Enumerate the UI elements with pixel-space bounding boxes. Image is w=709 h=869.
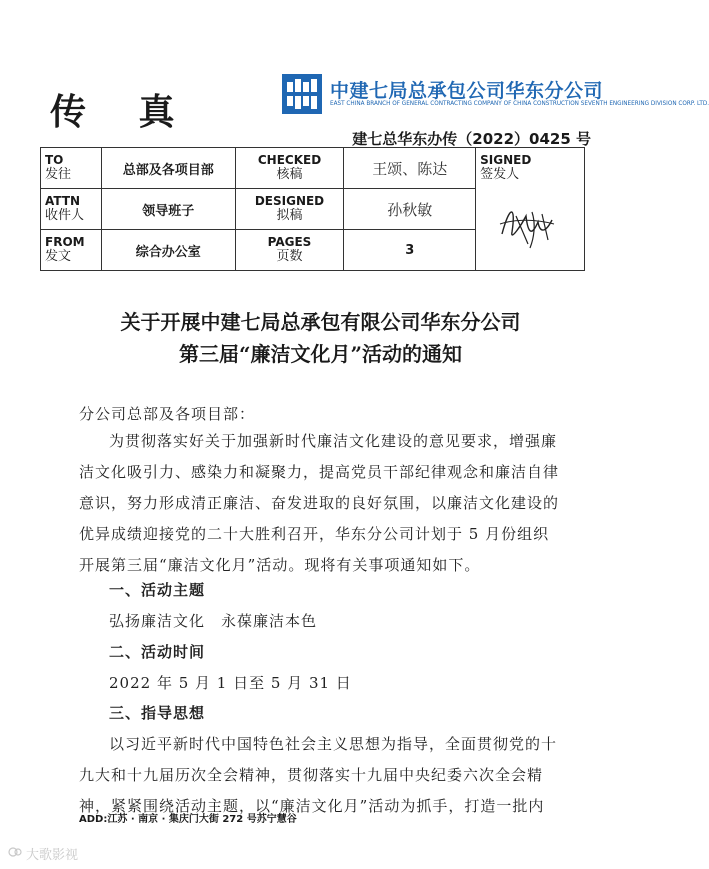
attn-label-cell — [41, 189, 102, 230]
from-value: 综合办公室 — [101, 230, 235, 271]
section-2-body: 2022 年 5 月 1 日至 5 月 31 日 — [109, 674, 352, 692]
company-name-cn: 中建七局总承包公司华东分公司 — [330, 80, 604, 102]
to-label-en: TO — [45, 153, 64, 167]
watermark-text: 大歌影视 — [26, 848, 79, 863]
notice-title-line2: 第三届“廉洁文化月”活动的通知 — [178, 342, 462, 366]
handwritten-signature — [492, 194, 562, 254]
signed-cell — [476, 148, 585, 271]
signed-label-cn: 签发人 — [480, 167, 520, 182]
designed-value: 孙秋敏 — [344, 189, 476, 230]
checked-label-en: CHECKED — [257, 153, 322, 167]
section-2-heading: 二、活动时间 — [109, 643, 206, 661]
signed-label-en: SIGNED — [480, 153, 532, 167]
to-value: 总部及各项目部 — [101, 148, 235, 189]
from-label-cell — [41, 230, 102, 271]
section-1-heading: 一、活动主题 — [109, 581, 206, 599]
footer-address: ADD:江苏 · 南京 · 集庆门大街 272 号苏宁慧谷 — [79, 814, 297, 825]
intro-paragraph: 为贯彻落实好关于加强新时代廉洁文化建设的意见要求，增强廉洁文化吸引力、感染力和凝聚力，提高党员干部纪律观念和廉洁自律意识，努力形成清正廉洁、奋发进取的良好氛围，以廉洁文化建设的优异成绩迎接党的二十大胜利召开，华东分公司计划于 5 月份组织开展第三届“廉洁文化月”活动。现将有关事项通知如下。 — [79, 432, 560, 574]
attn-label-cn: 收件人 — [45, 208, 85, 223]
designed-label-cell — [235, 189, 344, 230]
routing-row-to — [41, 148, 585, 189]
attn-label-en: ATTN — [45, 194, 81, 208]
section-1-body: 弘扬廉洁文化 永葆廉洁本色 — [109, 612, 318, 630]
pages-label-en: PAGES — [267, 235, 312, 249]
watermark-icon — [8, 846, 22, 858]
from-label-en: FROM — [45, 235, 85, 249]
to-label-cell — [41, 148, 102, 189]
attn-value: 领导班子 — [101, 189, 235, 230]
section-3-heading: 三、指导思想 — [109, 704, 206, 722]
checked-value: 王颂、陈达 — [344, 148, 476, 189]
checked-label-cell — [235, 148, 344, 189]
designed-label-en: DESIGNED — [254, 194, 325, 208]
pages-label-cn: 页数 — [276, 249, 303, 264]
to-label-cn: 发往 — [45, 167, 72, 182]
salutation: 分公司总部及各项目部： — [79, 405, 256, 423]
document-number: 建七总华东办传（2022）0425 号 — [352, 130, 591, 148]
fax-title: 传 真 — [50, 91, 195, 133]
from-label-cn: 发文 — [45, 249, 72, 264]
company-logo-icon — [282, 74, 322, 114]
pages-label-cell — [235, 230, 344, 271]
notice-title-line1: 关于开展中建七局总承包有限公司华东分公司 — [120, 310, 521, 334]
section-3-body: 以习近平新时代中国特色社会主义思想为指导，全面贯彻党的十九大和十九届历次全会精神，贯彻落实十九届中央纪委六次全会精神，紧紧围绕活动主题，以“廉洁文化月”活动为抓手，打造一批内 — [79, 735, 558, 815]
pages-value: 3 — [344, 230, 476, 271]
company-name-en: EAST CHINA BRANCH OF GENERAL CONTRACTING COMPANY OF CHINA CONSTRUCTION SEVENTH ENGINEERING DIVISION CORP. LTD. — [330, 100, 709, 107]
designed-label-cn: 拟稿 — [276, 208, 303, 223]
routing-table — [40, 147, 585, 271]
checked-label-cn: 核稿 — [276, 167, 303, 182]
